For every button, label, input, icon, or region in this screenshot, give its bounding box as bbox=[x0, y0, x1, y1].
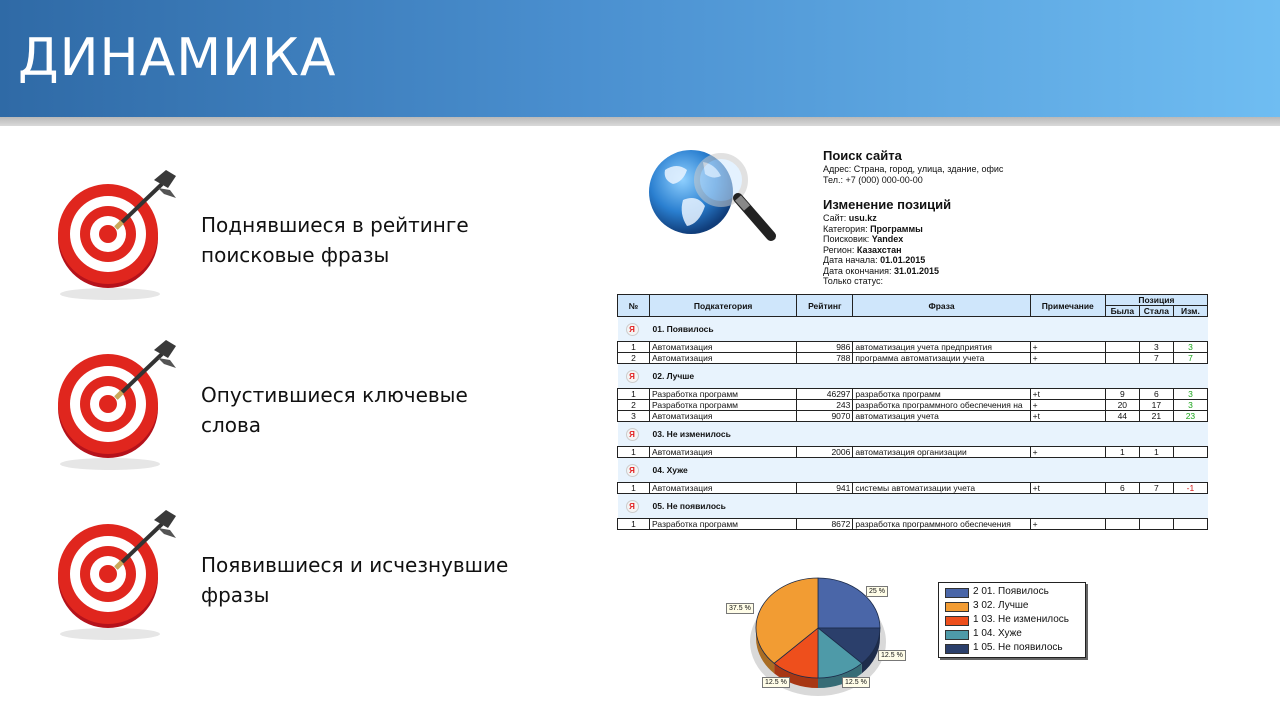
report-field-label: Дата начала: bbox=[823, 255, 881, 265]
cell-note: + bbox=[1030, 353, 1105, 364]
globe-magnifier-icon bbox=[643, 140, 783, 250]
report-field-label: Только статус: bbox=[823, 276, 884, 286]
group-cell bbox=[618, 317, 1208, 342]
group-name: 05. Не появилось bbox=[652, 500, 726, 511]
cell-was: 1 bbox=[1105, 447, 1139, 458]
group-cell bbox=[618, 458, 1208, 483]
group-name: 01. Появилось bbox=[652, 323, 714, 334]
yandex-icon: Я bbox=[626, 428, 639, 441]
report-address: Адрес: Страна, город, улица, здание, офис bbox=[823, 164, 1004, 174]
cell-num: 2 bbox=[618, 400, 650, 411]
group-row bbox=[618, 422, 1208, 447]
bullet-item bbox=[50, 502, 570, 642]
group-row bbox=[618, 458, 1208, 483]
cell-phrase: разработка программного обеспечения bbox=[853, 519, 1030, 530]
legend-item bbox=[939, 585, 1085, 599]
chart-legend bbox=[938, 582, 1086, 658]
cell-num: 1 bbox=[618, 389, 650, 400]
cell-became: 1 bbox=[1139, 447, 1173, 458]
table-row bbox=[618, 519, 1208, 530]
cell-phrase: автоматизация учета bbox=[853, 411, 1030, 422]
banner-divider bbox=[0, 117, 1280, 126]
cell-change: 3 bbox=[1173, 342, 1207, 353]
cell-num: 2 bbox=[618, 353, 650, 364]
cell-num: 1 bbox=[618, 447, 650, 458]
cell-subcategory: Автоматизация bbox=[650, 447, 797, 458]
report-fields bbox=[823, 213, 1123, 287]
target-icon bbox=[50, 332, 190, 472]
cell-note: +t bbox=[1030, 411, 1105, 422]
report-field bbox=[823, 255, 1123, 266]
report-field-value: Программы bbox=[870, 223, 923, 234]
cell-phrase: системы автоматизации учета bbox=[853, 483, 1030, 494]
cell-rating: 8672 bbox=[797, 519, 853, 530]
cell-rating: 986 bbox=[797, 342, 853, 353]
report-field-label: Поисковик: bbox=[823, 234, 872, 244]
bullet-text: Появившиеся и исчезнувшие фразы bbox=[201, 553, 509, 607]
group-name: 02. Лучше bbox=[652, 370, 695, 381]
cell-subcategory: Разработка программ bbox=[650, 400, 797, 411]
pie-percent-label: 25 % bbox=[866, 586, 888, 597]
group-cell bbox=[618, 494, 1208, 519]
cell-subcategory: Автоматизация bbox=[650, 342, 797, 353]
legend-item bbox=[939, 613, 1085, 627]
pie-percent-label: 12.5 % bbox=[842, 677, 870, 688]
cell-num: 1 bbox=[618, 519, 650, 530]
cell-note: + bbox=[1030, 447, 1105, 458]
legend-item bbox=[939, 641, 1085, 655]
report-field-label: Регион: bbox=[823, 244, 857, 255]
cell-change bbox=[1173, 447, 1207, 458]
yandex-icon: Я bbox=[626, 323, 639, 336]
report-field bbox=[823, 276, 1123, 287]
target-icon bbox=[50, 162, 190, 302]
cell-became bbox=[1139, 519, 1173, 530]
table-row bbox=[618, 483, 1208, 494]
cell-note: + bbox=[1030, 342, 1105, 353]
report-phone: Тел.: +7 (000) 000-00-00 bbox=[823, 174, 923, 185]
report-field bbox=[823, 245, 1123, 256]
pie-chart bbox=[722, 566, 922, 716]
report-field-value: 31.01.2015 bbox=[894, 265, 940, 276]
cell-subcategory: Автоматизация bbox=[650, 483, 797, 494]
cell-change: 23 bbox=[1173, 411, 1207, 422]
report-field-value: Казахстан bbox=[856, 244, 902, 255]
legend-swatch bbox=[945, 644, 969, 654]
legend-label: 2 01. Появилось bbox=[973, 586, 1049, 597]
yandex-icon: Я bbox=[626, 370, 639, 383]
cell-change bbox=[1173, 519, 1207, 530]
cell-became: 6 bbox=[1139, 389, 1173, 400]
legend-swatch bbox=[945, 616, 969, 626]
yandex-icon: Я bbox=[626, 464, 639, 477]
bullet-item bbox=[50, 162, 570, 302]
legend-label: 1 05. Не появилось bbox=[973, 642, 1063, 653]
col-position-header: Позиция bbox=[1105, 295, 1207, 306]
cell-note: + bbox=[1030, 519, 1105, 530]
cell-subcategory: Автоматизация bbox=[650, 411, 797, 422]
table-row bbox=[618, 400, 1208, 411]
cell-was bbox=[1105, 342, 1139, 353]
table-row bbox=[618, 389, 1208, 400]
group-row bbox=[618, 317, 1208, 342]
col-subcategory-header: Подкатегория bbox=[650, 295, 797, 317]
legend-swatch bbox=[945, 588, 969, 598]
cell-num: 3 bbox=[618, 411, 650, 422]
group-row bbox=[618, 494, 1208, 519]
col-note-header: Примечание bbox=[1030, 295, 1105, 317]
report-title: Поиск сайта bbox=[823, 148, 902, 163]
cell-num: 1 bbox=[618, 342, 650, 353]
cell-rating: 243 bbox=[797, 400, 853, 411]
target-icon bbox=[50, 502, 190, 642]
col-num-header: № bbox=[618, 295, 650, 317]
cell-subcategory: Разработка программ bbox=[650, 389, 797, 400]
cell-num: 1 bbox=[618, 483, 650, 494]
cell-rating: 941 bbox=[797, 483, 853, 494]
cell-subcategory: Разработка программ bbox=[650, 519, 797, 530]
cell-phrase: разработка программного обеспечения на bbox=[853, 400, 1030, 411]
report-field bbox=[823, 266, 1123, 277]
col-phrase-header: Фраза bbox=[853, 295, 1030, 317]
cell-became: 21 bbox=[1139, 411, 1173, 422]
report-field bbox=[823, 224, 1123, 235]
cell-note: +t bbox=[1030, 389, 1105, 400]
cell-became: 7 bbox=[1139, 483, 1173, 494]
cell-was: 9 bbox=[1105, 389, 1139, 400]
table-row bbox=[618, 353, 1208, 364]
cell-was: 6 bbox=[1105, 483, 1139, 494]
cell-change: 3 bbox=[1173, 389, 1207, 400]
group-row bbox=[618, 364, 1208, 389]
col-was-header: Была bbox=[1105, 306, 1139, 317]
cell-note: +t bbox=[1030, 483, 1105, 494]
cell-note: + bbox=[1030, 400, 1105, 411]
pie-percent-label: 12.5 % bbox=[878, 650, 906, 661]
group-cell bbox=[618, 422, 1208, 447]
legend-item bbox=[939, 627, 1085, 641]
col-became-header: Стала bbox=[1139, 306, 1173, 317]
group-name: 04. Хуже bbox=[652, 464, 688, 475]
cell-change: 7 bbox=[1173, 353, 1207, 364]
legend-label: 1 04. Хуже bbox=[973, 628, 1022, 639]
cell-rating: 2006 bbox=[797, 447, 853, 458]
report-field bbox=[823, 213, 1123, 224]
cell-rating: 9070 bbox=[797, 411, 853, 422]
report-field-value: Yandex bbox=[871, 234, 904, 244]
cell-phrase: программа автоматизации учета bbox=[853, 353, 1030, 364]
table-row bbox=[618, 411, 1208, 422]
group-cell bbox=[618, 364, 1208, 389]
group-name: 03. Не изменилось bbox=[652, 428, 731, 439]
legend-label: 1 03. Не изменилось bbox=[973, 614, 1070, 625]
cell-rating: 788 bbox=[797, 353, 853, 364]
cell-became: 3 bbox=[1139, 342, 1173, 353]
cell-was bbox=[1105, 353, 1139, 364]
bullet-item bbox=[50, 332, 570, 472]
table-row bbox=[618, 447, 1208, 458]
cell-phrase: разработка программ bbox=[853, 389, 1030, 400]
report-field bbox=[823, 234, 1123, 245]
cell-subcategory: Автоматизация bbox=[650, 353, 797, 364]
report-subtitle: Изменение позиций bbox=[823, 197, 952, 212]
bullet-text: Поднявшиеся в рейтинге поисковые фразы bbox=[201, 213, 469, 267]
pie-percent-label: 37.5 % bbox=[726, 603, 754, 614]
slide-title: ДИНАМИКА bbox=[18, 28, 337, 88]
col-change-header: Изм. bbox=[1173, 306, 1207, 317]
report-header bbox=[823, 148, 1123, 287]
bullet-text: Опустившиеся ключевые слова bbox=[201, 383, 468, 437]
pie-percent-label: 12.5 % bbox=[762, 677, 790, 688]
cell-was bbox=[1105, 519, 1139, 530]
table-row bbox=[618, 342, 1208, 353]
cell-became: 17 bbox=[1139, 400, 1173, 411]
legend-swatch bbox=[945, 602, 969, 612]
positions-table bbox=[617, 294, 1208, 530]
report-field-label: Дата окончания: bbox=[823, 265, 895, 276]
report-field-value: usu.kz bbox=[848, 213, 877, 223]
cell-was: 20 bbox=[1105, 400, 1139, 411]
legend-label: 3 02. Лучше bbox=[973, 600, 1029, 611]
cell-change: -1 bbox=[1173, 483, 1207, 494]
cell-phrase: автоматизация учета предприятия bbox=[853, 342, 1030, 353]
cell-change: 3 bbox=[1173, 400, 1207, 411]
col-rating-header: Рейтинг bbox=[797, 295, 853, 317]
report-field-label: Категория: bbox=[823, 223, 871, 234]
report-field-value: 01.01.2015 bbox=[880, 255, 926, 265]
cell-became: 7 bbox=[1139, 353, 1173, 364]
cell-phrase: автоматизация организации bbox=[853, 447, 1030, 458]
report-field-label: Сайт: bbox=[823, 213, 849, 223]
yandex-icon: Я bbox=[626, 500, 639, 513]
legend-swatch bbox=[945, 630, 969, 640]
cell-was: 44 bbox=[1105, 411, 1139, 422]
legend-item bbox=[939, 599, 1085, 613]
cell-rating: 46297 bbox=[797, 389, 853, 400]
